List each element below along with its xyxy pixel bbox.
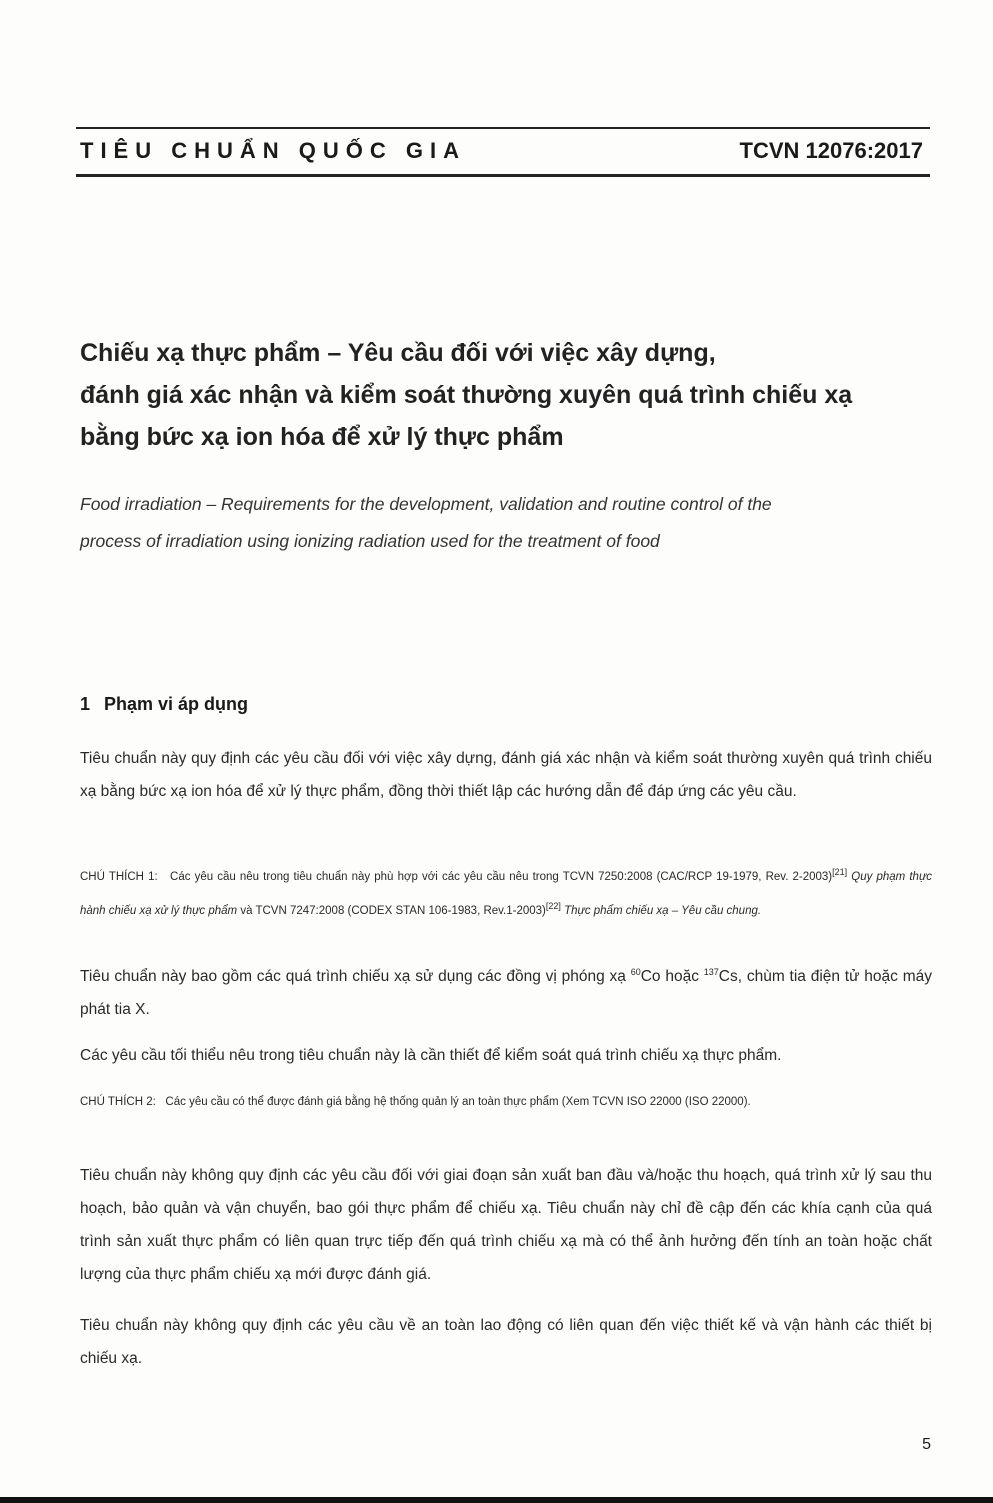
- title-line: đánh giá xác nhận và kiểm soát thường xuyên quá trình chiếu xạ: [80, 381, 853, 409]
- note-1: [80, 858, 932, 926]
- paragraph-radiation-sources: [80, 956, 932, 1026]
- note-italic-title: Thực phẩm chiếu xạ – Yêu cầu chung.: [564, 904, 762, 917]
- note-text: Các yêu cầu có thể được đánh giá bằng hệ thống quản lý an toàn thực phẩm (Xem TCVN ISO 22000 (ISO 22000).: [165, 1096, 751, 1108]
- reference-21: [21]: [832, 867, 848, 877]
- header-bottom-rule: [76, 174, 930, 177]
- paragraph-minimum-requirements: Các yêu cầu tối thiểu nêu trong tiêu chuẩn này là cần thiết để kiểm soát quá trình chiếu xạ thực phẩm.: [80, 1047, 782, 1064]
- isotope-mass: 60: [630, 967, 641, 977]
- note-label: CHÚ THÍCH 1:: [80, 870, 158, 883]
- note-2: [80, 1088, 932, 1117]
- page-number: 5: [922, 1436, 931, 1453]
- title-line: bằng bức xạ ion hóa để xử lý thực phẩm: [80, 423, 564, 451]
- text: Cs, chùm tia điện tử hoặc máy phát tia X.: [80, 968, 932, 1019]
- header-standard-type: TIÊU CHUẨN QUỐC GIA: [80, 138, 466, 163]
- document-title: [80, 332, 940, 458]
- scan-edge: [0, 1497, 993, 1503]
- text: Tiêu chuẩn này bao gồm các quá trình chiếu xạ sử dụng các đồng vị phóng xạ: [80, 968, 631, 986]
- text: Co hoặc: [640, 968, 704, 986]
- paragraph-occupational-safety: Tiêu chuẩn này không quy định các yêu cầu về an toàn lao động có liên quan đến việc thiết kế và vận hành các thiết bị chiếu xạ.: [80, 1317, 932, 1367]
- header-standard-code: TCVN 12076:2017: [739, 138, 923, 163]
- section-heading: [80, 694, 262, 715]
- note-label: CHÚ THÍCH 2:: [80, 1096, 156, 1108]
- isotope-mass: 137: [703, 967, 719, 977]
- note-text: và TCVN 7247:2008 (CODEX STAN 106-1983, Rev.1-2003): [240, 904, 546, 917]
- note-text: Các yêu cầu nêu trong tiêu chuẩn này phù hợp với các yêu cầu nêu trong TCVN 7250:2008 (CAC/RCP 19-1979, Rev. 2-2003): [170, 870, 833, 883]
- note-italic-title: Quy phạm thực hành chiếu xạ xử lý thực phẩm: [80, 870, 932, 917]
- title-line: Chiếu xạ thực phẩm – Yêu cầu đối với việc xây dựng,: [80, 339, 716, 367]
- section-number: 1: [80, 694, 91, 714]
- subtitle-line: process of irradiation using ionizing radiation used for the treatment of food: [80, 531, 660, 551]
- paragraph-scope: Tiêu chuẩn này quy định các yêu cầu đối với việc xây dựng, đánh giá xác nhận và kiểm soát thường xuyên quá trình chiếu xạ bằng bức xạ ion hóa để xử lý thực phẩm, đồng thời thiết lập các hướng dẫn để đáp ứng các yêu cầu.: [80, 750, 932, 800]
- subtitle-line: Food irradiation – Requirements for the development, validation and routine control of the: [80, 494, 772, 514]
- english-title: [80, 486, 920, 560]
- reference-22: [22]: [545, 900, 561, 911]
- section-title: Phạm vi áp dụng: [104, 694, 249, 714]
- paragraph-exclusions: Tiêu chuẩn này không quy định các yêu cầu đối với giai đoạn sản xuất ban đầu và/hoặc thu hoạch, quá trình xử lý sau thu hoạch, bảo quản và vận chuyển, bao gói thực phẩm để chiếu xạ. Tiêu chuẩn này chỉ đề cập đến các khía cạnh của quá trình sản xuất thực phẩm có liên quan trực tiếp đến quá trình chiếu xạ mà có thể ảnh hưởng đến tính an toàn hoặc chất lượng của thực phẩm chiếu xạ mới được đánh giá.: [80, 1167, 932, 1283]
- header-top-rule: [76, 127, 930, 129]
